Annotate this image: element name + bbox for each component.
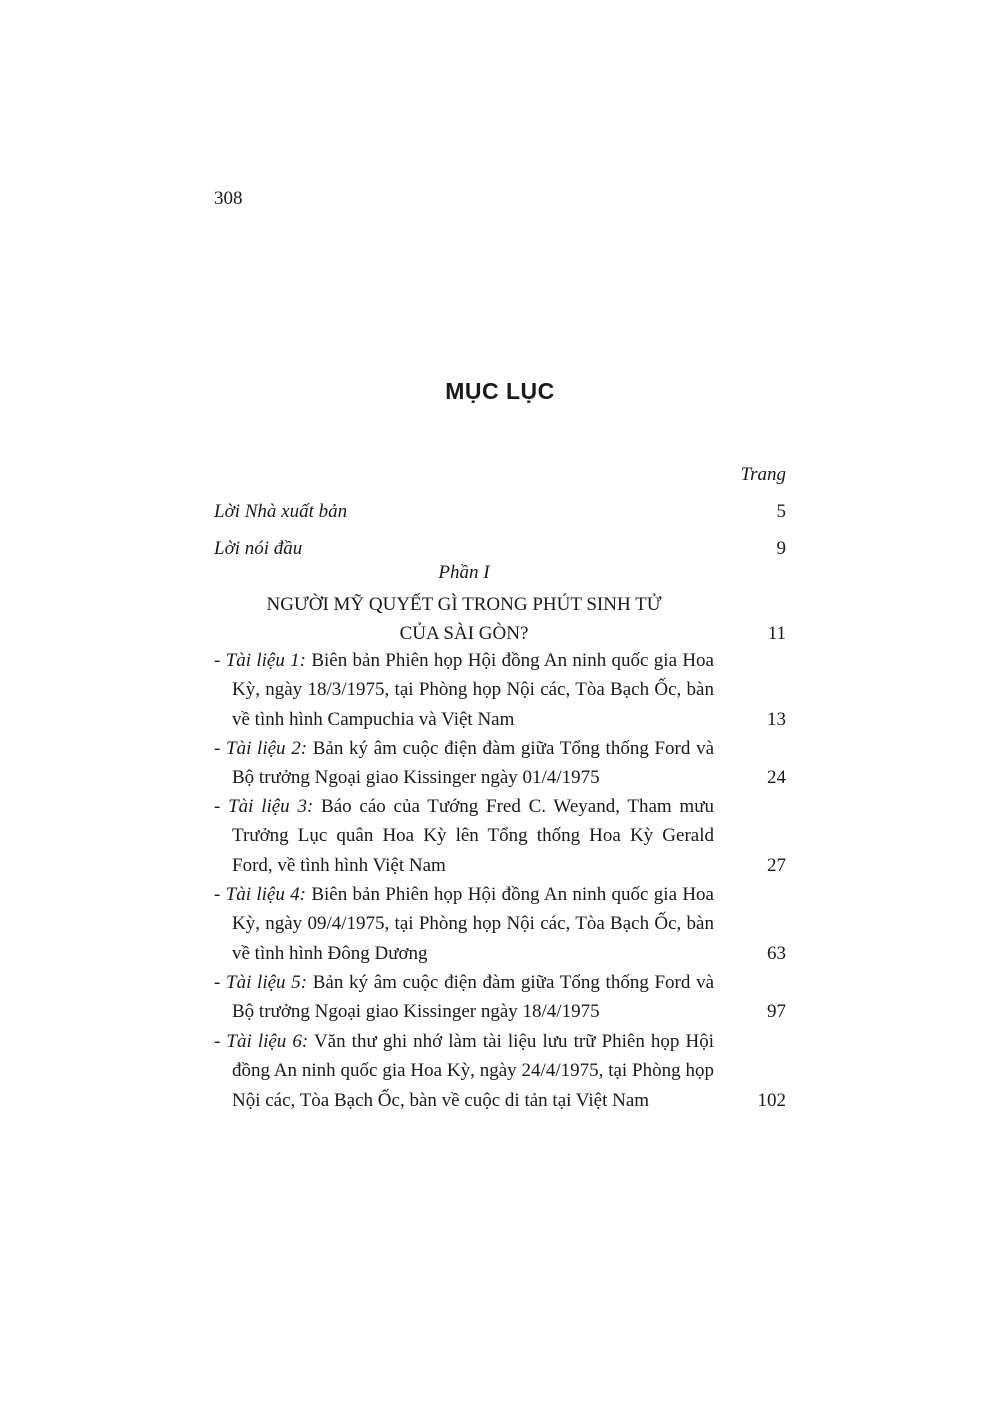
part-page: 11 bbox=[767, 623, 786, 645]
entry-page: 13 bbox=[767, 708, 786, 730]
entry-page: 63 bbox=[767, 942, 786, 964]
entry-title: Lời nói đầu bbox=[214, 538, 303, 559]
entry-label: Tài liệu 5: bbox=[226, 972, 308, 993]
entry-prefix: - bbox=[214, 796, 229, 817]
entry-prefix: - bbox=[214, 972, 227, 993]
entry-text bbox=[214, 880, 714, 968]
entry-label: Tài liệu 3: bbox=[228, 796, 314, 817]
entry-label: Tài liệu 4: bbox=[225, 884, 306, 905]
entry-description: Văn thư ghi nhớ làm tài liệu lưu trữ Phiên họp Hội đồng An ninh quốc gia Hoa Kỳ, ngày 24/4/1975, tại Phòng họp Nội các, Tòa Bạch Ốc, bàn về cuộc di tản tại Việt Nam bbox=[232, 1031, 715, 1111]
entry-page: 24 bbox=[767, 767, 786, 789]
entry-description: Biên bản Phiên họp Hội đồng An ninh quốc gia Hoa Kỳ, ngày 18/3/1975, tại Phòng họp Nội các, Tòa Bạch Ốc, bàn về tình hình Campuchia và Việt Nam bbox=[232, 650, 714, 730]
entry-title: Lời Nhà xuất bản bbox=[214, 501, 348, 522]
entry-prefix: - bbox=[214, 738, 227, 759]
entry-description: Biên bản Phiên họp Hội đồng An ninh quốc gia Hoa Kỳ, ngày 09/4/1975, tại Phòng họp Nội các, Tòa Bạch Ốc, bàn về tình hình Đông Dương bbox=[232, 884, 714, 964]
entry-text bbox=[214, 734, 714, 793]
part-heading bbox=[214, 590, 786, 649]
entry-text bbox=[214, 968, 714, 1027]
toc-entry-document-3 bbox=[214, 792, 786, 880]
entry-prefix: - bbox=[214, 1031, 227, 1052]
toc-entry-document-4 bbox=[214, 880, 786, 968]
toc-entry-document-1 bbox=[214, 646, 786, 734]
toc-entry-foreword bbox=[214, 534, 786, 563]
entry-page: 27 bbox=[767, 854, 786, 876]
entry-description: Bản ký âm cuộc điện đàm giữa Tổng thống Ford và Bộ trưởng Ngoại giao Kissinger ngày 18/4/1975 bbox=[232, 972, 714, 1023]
toc-title: MỤC LỤC bbox=[445, 378, 555, 404]
toc-entry-document-6 bbox=[214, 1027, 786, 1115]
toc-entry-document-2 bbox=[214, 734, 786, 793]
page-number: 308 bbox=[214, 188, 243, 209]
entry-page: 97 bbox=[767, 1001, 786, 1023]
entry-label: Tài liệu 6: bbox=[226, 1031, 309, 1052]
entry-page: 102 bbox=[757, 1089, 786, 1111]
toc-entry-document-5 bbox=[214, 968, 786, 1027]
entry-label: Tài liệu 1: bbox=[225, 650, 306, 671]
entry-text bbox=[214, 1027, 714, 1115]
entry-description: Bản ký âm cuộc điện đàm giữa Tổng thống Ford và Bộ trưởng Ngoại giao Kissinger ngày 01/4/1975 bbox=[232, 738, 714, 789]
entry-prefix: - bbox=[214, 884, 226, 905]
entry-page: 9 bbox=[776, 538, 786, 559]
toc-entry-publisher-note bbox=[214, 497, 786, 526]
entry-text bbox=[214, 792, 714, 880]
entry-text bbox=[214, 646, 714, 734]
entry-prefix: - bbox=[214, 650, 226, 671]
part-label: Phần I bbox=[438, 562, 490, 583]
part-title-line-2: CỦA SÀI GÒN? bbox=[399, 623, 529, 645]
page-column-header: Trang bbox=[740, 464, 786, 485]
part-title-line-1: NGƯỜI MỸ QUYẾT GÌ TRONG PHÚT SINH TỬ bbox=[266, 594, 662, 615]
entry-label: Tài liệu 2: bbox=[226, 738, 308, 759]
entry-description: Báo cáo của Tướng Fred C. Weyand, Tham mưu Trưởng Lục quân Hoa Kỳ lên Tổng thống Hoa Kỳ Gerald Ford, về tình hình Việt Nam bbox=[232, 796, 715, 876]
entry-page: 5 bbox=[776, 501, 786, 522]
